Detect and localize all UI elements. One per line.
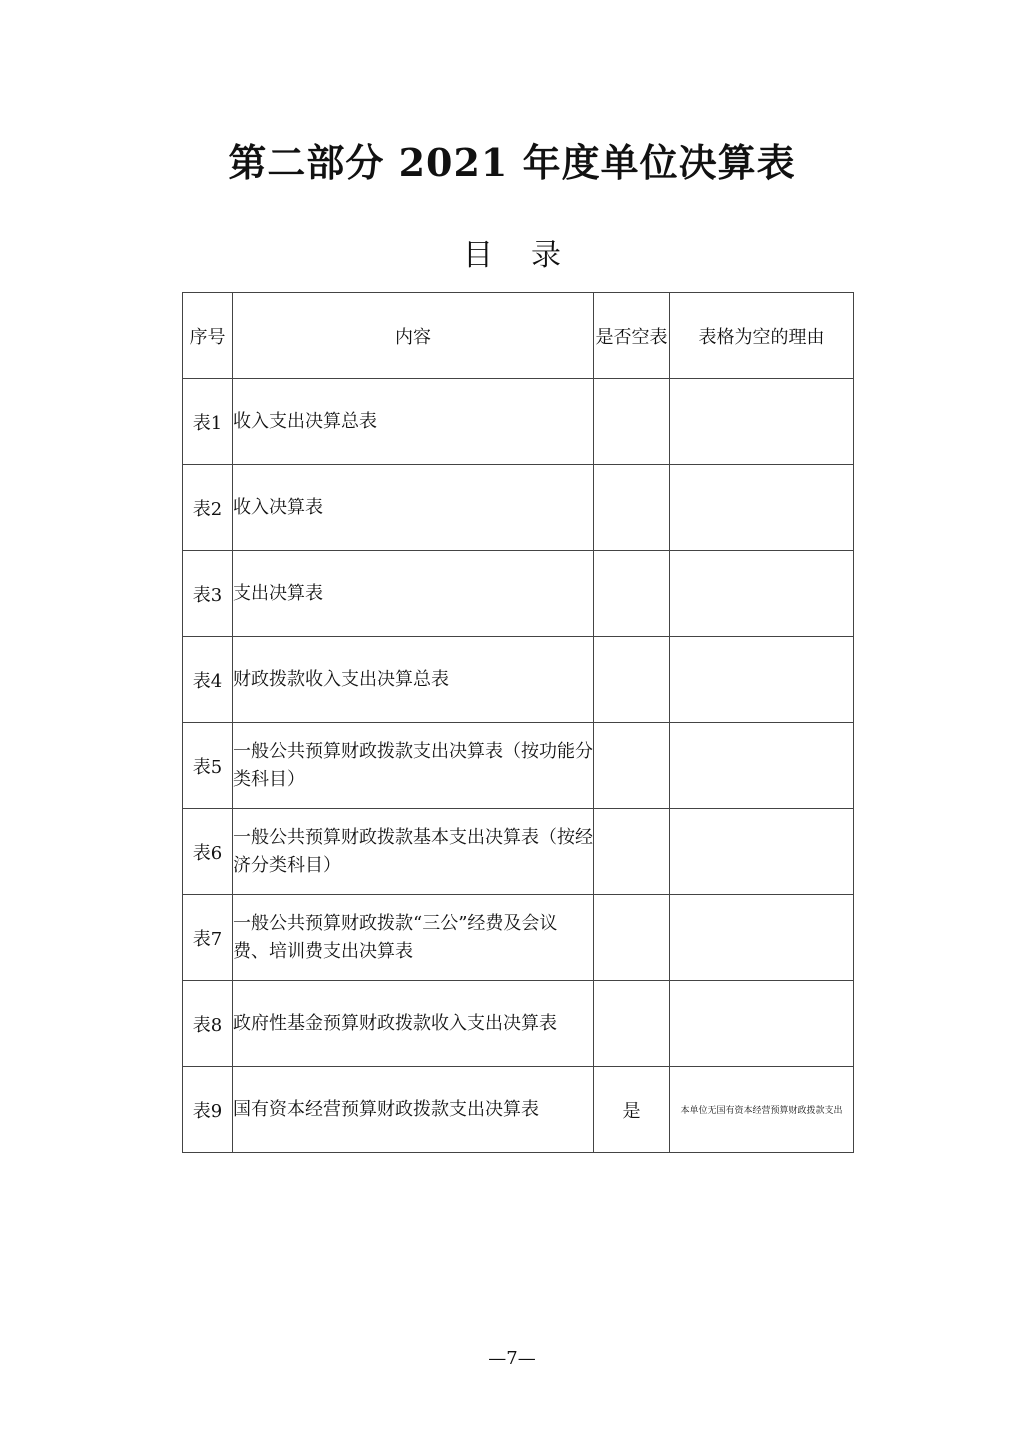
row-is-empty <box>594 981 670 1067</box>
table-row <box>183 637 854 723</box>
row-reason <box>670 809 854 895</box>
toc-heading: 目录 <box>463 238 599 273</box>
row-no: 表7 <box>183 895 233 981</box>
table-row <box>183 981 854 1067</box>
row-reason: 本单位无国有资本经营预算财政拨款支出 <box>670 1067 854 1153</box>
table-row <box>183 465 854 551</box>
row-no: 表1 <box>183 379 233 465</box>
row-reason <box>670 379 854 465</box>
row-reason <box>670 637 854 723</box>
row-reason <box>670 981 854 1067</box>
row-no: 表6 <box>183 809 233 895</box>
row-content: 一般公共预算财政拨款支出决算表（按功能分类科目） <box>233 723 594 809</box>
row-content: 一般公共预算财政拨款基本支出决算表（按经济分类科目） <box>233 809 594 895</box>
row-is-empty <box>594 637 670 723</box>
row-content: 财政拨款收入支出决算总表 <box>233 637 594 723</box>
row-no: 表4 <box>183 637 233 723</box>
row-reason <box>670 465 854 551</box>
row-is-empty <box>594 895 670 981</box>
row-content: 支出决算表 <box>233 551 594 637</box>
row-no: 表9 <box>183 1067 233 1153</box>
row-content: 政府性基金预算财政拨款收入支出决算表 <box>233 981 594 1067</box>
table-header-row <box>183 293 854 379</box>
row-reason <box>670 551 854 637</box>
row-content: 收入支出决算总表 <box>233 379 594 465</box>
row-reason <box>670 723 854 809</box>
table-row <box>183 723 854 809</box>
header-no: 序号 <box>183 293 233 379</box>
header-reason: 表格为空的理由 <box>670 293 854 379</box>
header-content: 内容 <box>233 293 594 379</box>
row-content: 一般公共预算财政拨款“三公”经费及会议费、培训费支出决算表 <box>233 895 594 981</box>
table-row <box>183 809 854 895</box>
row-reason <box>670 895 854 981</box>
row-is-empty: 是 <box>594 1067 670 1153</box>
header-is-empty: 是否空表 <box>594 293 670 379</box>
table-row <box>183 1067 854 1153</box>
row-content: 国有资本经营预算财政拨款支出决算表 <box>233 1067 594 1153</box>
row-is-empty <box>594 809 670 895</box>
row-is-empty <box>594 465 670 551</box>
table-row <box>183 551 854 637</box>
page-title: 第二部分 2021 年度单位决算表 <box>228 140 796 185</box>
row-is-empty <box>594 723 670 809</box>
row-no: 表8 <box>183 981 233 1067</box>
row-is-empty <box>594 551 670 637</box>
table-row <box>183 379 854 465</box>
row-no: 表5 <box>183 723 233 809</box>
row-content: 收入决算表 <box>233 465 594 551</box>
page-number: —7— <box>488 1348 536 1369</box>
table-row <box>183 895 854 981</box>
row-is-empty <box>594 379 670 465</box>
toc-table <box>182 292 854 1153</box>
row-no: 表3 <box>183 551 233 637</box>
row-no: 表2 <box>183 465 233 551</box>
